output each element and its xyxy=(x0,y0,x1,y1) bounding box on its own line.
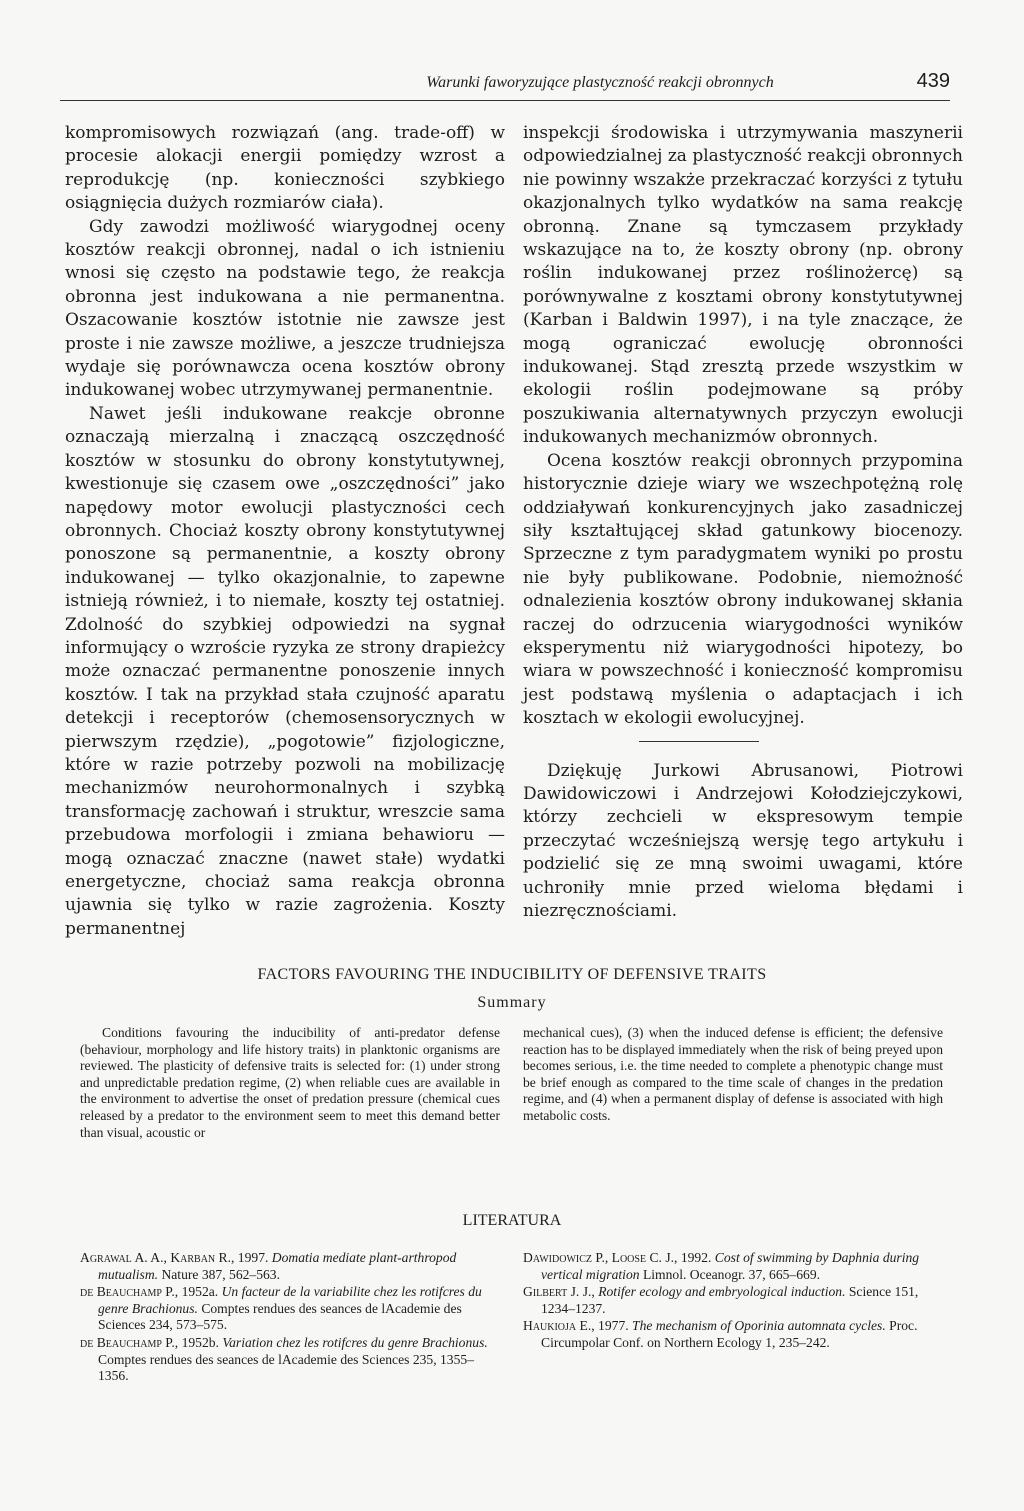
reference-title: Domatia mediate plant-arthropod mutualism. xyxy=(98,1250,457,1282)
reference-year: , 1997. xyxy=(231,1250,272,1265)
reference-authors: Gilbert J. J. xyxy=(523,1284,592,1300)
reference-authors: Haukioja E. xyxy=(523,1318,592,1334)
main-text-right-column xyxy=(523,122,963,923)
reference-source: Nature 387, 562–563. xyxy=(158,1266,280,1282)
reference-year: , 1977. xyxy=(591,1318,633,1334)
reference-title: Rotifer ecology and embryological induction. xyxy=(598,1284,846,1300)
paragraph: Gdy zawodzi możliwość wiarygodnej oceny kosztów reakcji obronnej, nadal o ich istnieniu wnosi się często na podstawie tego, że reakcja obronna jest indukowana a nie permanentna. Oszacowanie kosztów istotnie nie zawsze jest proste i nie zawsze możliwe, a jeszcze trudniejsza wydaje się porównawcza ocena kosztów obrony indukowanej wobec utrzymywanej permanentnie. xyxy=(65,216,505,401)
paragraph: Nawet jeśli indukowane reakcje obronne oznaczają mierzalną i znaczącą oszczędność kosztów w stosunku do obrony konstytutywnej, kwestionuje się czasem owe „oszczędności” jako napędowy motor ewolucji plastyczności cech obronnych. Chociaż koszty obrony konstytutywnej ponoszone są permanentnie, a koszty obrony indukowanej — tylko okazjonalnie, to zapewne istnieją również, i to niemałe, koszty tej ostatniej. Zdolność do szybkiej odpowiedzi na sygnał informujący o wzroście ryzyka ze strony drapieżcy może oznaczać permanentne ponoszenie innych kosztów. I tak na przykład stała czujność aparatu detekcji i receptorów (chemosensorycznych w pierwszym rzędzie), „pogotowie” fizjologiczne, które w razie potrzeby pozwoli na mobilizację mechanizmów neurohormonalnych i szybką transformację zachowań i struktur, wreszcie sama przebudowa morfologii i zmiana behawioru — mogą oznaczać znaczne (nawet stałe) wydatki energetyczne, chociaż sama reakcja obronna ujawnia się tylko w razie zagrożenia. Koszty permanentnej xyxy=(65,403,505,939)
reference-authors: Agrawal A. A., Karban R. xyxy=(80,1250,231,1265)
references-left-column xyxy=(80,1250,500,1386)
reference-source: Proc. Circumpolar Conf. on Northern Ecology 1, 235–242. xyxy=(541,1318,918,1350)
reference-year: , 1992. xyxy=(674,1250,715,1265)
reference-title: Variation chez les rotifcres du genre Brachionus. xyxy=(222,1334,488,1350)
reference-source: Comptes rendues des seances de lAcademie des Sciences 234, 573–575. xyxy=(98,1300,462,1333)
acknowledgement: Dziękuję Jurkowi Abrusanowi, Piotrowi Dawidowiczowi i Andrzejowi Kołodziejczykowi, którzy zechcieli w ekspresowym tempie przeczytać wcześniejszą wersję tego artykułu i podzielić się ze mną swoimi uwagami, które uchroniły mnie przed wieloma błędami i niezręcznościami. xyxy=(523,760,963,921)
summary-text: Conditions favouring the inducibility of anti-predator defense (behaviour, morphology and life history traits) in planktonic organisms are reviewed. The plasticity of defensive traits is selected for: (1) under strong and unpredictable predation regime, (2) when reliable cues are available in the environment to advertise the onset of predation pressure (chemical cues released by a predator to the environment seem to meet this demand better than visual, acoustic or xyxy=(80,1025,500,1140)
summary-left-column xyxy=(80,1025,500,1141)
reference-year: , xyxy=(591,1284,599,1300)
reference-item xyxy=(523,1284,953,1317)
reference-title: Cost of swimming by Daphnia during vertical migration xyxy=(541,1250,920,1282)
summary-label: Summary xyxy=(477,994,547,1011)
reference-source: Limnol. Oceanogr. 37, 665–669. xyxy=(639,1266,821,1282)
references-right-column xyxy=(523,1250,953,1353)
reference-source: Comptes rendues des seances de lAcademie des Sciences 235, 1355–1356. xyxy=(98,1351,474,1384)
paragraph: Ocena kosztów reakcji obronnych przypomina historycznie dzieje wiary we wszechpotężną rolę oddziaływań konkurencyjnych jako zasadniczej siły kształtującej skład gatunkowy biocenozy. Sprzeczne z tym paradygmatem wyniki po prostu nie były publikowane. Podobnie, niemożność odnalezienia kosztów obrony indukowanej skłania raczej do odrzucenia wiarygodności wyników eksperymentu niż wiarygodności hipotezy, bo wiara w powszechność i konieczność kompromisu jest podstawą myślenia o adaptacjach i ich kosztach w ekologii ewolucyjnej. xyxy=(523,450,963,729)
reference-item xyxy=(523,1250,953,1283)
paragraph: inspekcji środowiska i utrzymywania maszynerii odpowiedzialnej za plastyczność reakcji obronnych nie powinny wszakże przekraczać korzyści z tytułu okazjonalnych tylko wydatków na sama reakcję obronną. Znane są tymczasem przykłady wskazujące na to, że koszty obrony (np. obrony roślin indukowanej przez roślinożercę) są porównywalne z kosztami obrony konstytutywnej (Karban i Baldwin 1997), i na tyle znaczące, że mogą ograniczać ewolucję obronności indukowanej. Stąd zresztą przede wszystkim w ekologii roślin podejmowane są próby poszukiwania alternatywnych przyczyn ewolucji indukowanych mechanizmów obronnych. xyxy=(523,123,963,448)
reference-title: The mechanism of Oporinia automnata cycles. xyxy=(632,1318,886,1334)
main-text-left-column xyxy=(65,122,505,941)
reference-item xyxy=(80,1284,500,1334)
running-title: Warunki faworyzujące plastyczność reakcji obronnych xyxy=(426,74,774,91)
reference-item xyxy=(80,1335,500,1385)
section-separator xyxy=(639,741,759,742)
reference-authors: de Beauchamp P. xyxy=(80,1334,175,1350)
reference-authors: de Beauchamp P. xyxy=(80,1284,175,1300)
reference-item xyxy=(80,1250,500,1283)
reference-source: Science 151, 1234–1237. xyxy=(541,1284,919,1316)
reference-year: , 1952b. xyxy=(174,1334,223,1350)
page-number: 439 xyxy=(916,70,950,92)
summary-right-column xyxy=(523,1025,943,1125)
reference-item xyxy=(523,1318,953,1351)
reference-authors: Dawidowicz P., Loose C. J. xyxy=(523,1250,675,1265)
literature-title: LITERATURA xyxy=(462,1212,562,1229)
running-header xyxy=(60,70,950,101)
summary-text: mechanical cues), (3) when the induced defense is efficient; the defensive reaction has to be displayed immediately when the risk of being preyed upon becomes serious, i.e. the time needed to complete a phenotypic change must be brief enough as compared to the time scale of changes in the predation regime, and (4) when a permanent display of defense is associated with high metabolic costs. xyxy=(523,1025,943,1123)
paragraph: kompromisowych rozwiązań (ang. trade-off) w procesie alokacji energii pomiędzy wzrost a reprodukcję (np. konieczności szybkiego osiągnięcia dużych rozmiarów ciała). xyxy=(65,123,505,214)
summary-title: FACTORS FAVOURING THE INDUCIBILITY OF DEFENSIVE TRAITS xyxy=(257,966,767,983)
reference-year: , 1952a. xyxy=(174,1284,222,1300)
reference-title: Un facteur de la variabilite chez les rotifcres du genre Brachionus. xyxy=(98,1284,482,1316)
